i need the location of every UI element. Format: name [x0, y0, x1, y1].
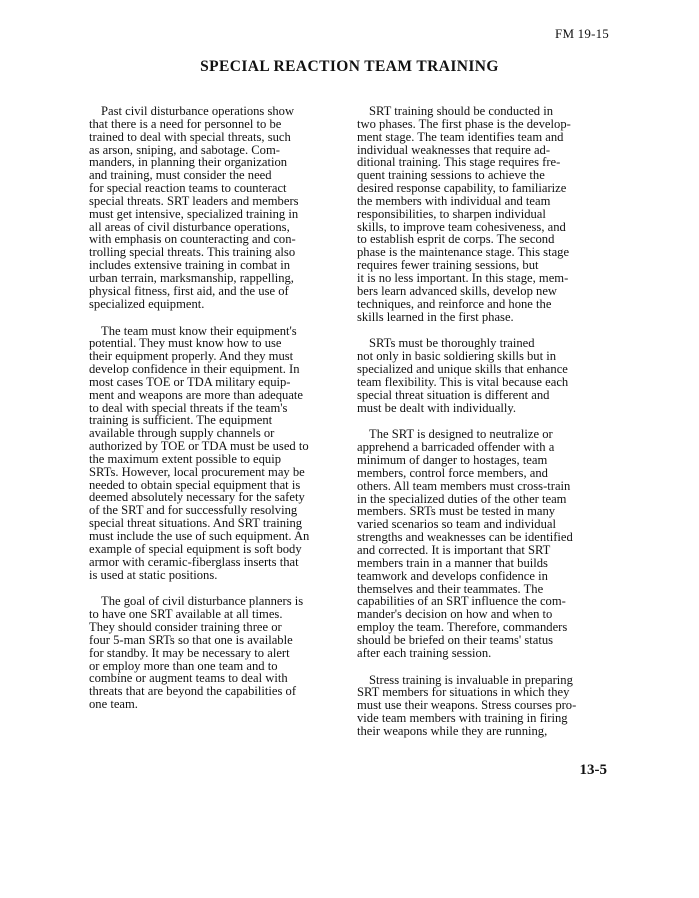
right-column: [357, 105, 607, 752]
paragraph-training-phases: SRT training should be conducted in two phases. The first phase is the develop- ment stage. The team identifies team and individual weaknesses that require ad- ditional training. This stage requires fre- quent training sessions to achieve the desired response capability, to familiarize the members with individual and team responsibilities, to sharpen individual skills, to improve team cohesiveness, and to establish esprit de corps. The second phase is the maintenance stage. This stage requires fewer training sessions, but it is no less important. In this stage, mem- bers learn advanced skills, develop new techniques, and reinforce and hone the skills learned in the first phase.: [357, 104, 571, 324]
paragraph-civil-disturbance-needs: Past civil disturbance operations show that there is a need for personnel to be trained to deal with special threats, such as arson, sniping, and sabotage. Com- manders, in planning their organization and training, must consider the need for special reaction teams to counteract special threats. SRT leaders and members must get intensive, specialized training in all areas of civil disturbance operations, with emphasis on counteracting and con- trolling special threats. This training also includes extensive training in combat in urban terrain, marksmanship, rappelling, physical fitness, first aid, and the use of specialized equipment.: [89, 104, 299, 311]
paragraph-stress-training: Stress training is invaluable in preparing SRT members for situations in which they must use their weapons. Stress courses pro- vide team members with training in firing their weapons while they are running,: [357, 672, 577, 738]
paragraph-basic-skills: SRTs must be thoroughly trained not only in basic soldiering skills but in specialized and unique skills that enhance team flexibility. This is vital because each special threat situation is different and must be dealt with individually.: [357, 336, 569, 415]
paragraph-srt-availability: The goal of civil disturbance planners is to have one SRT available at all times. They should consider training three or four 5-man SRTs so that one is available for standby. It may be necessary to alert or employ more than one team and to combine or augment teams to deal with threats that are beyond the capabilities of one team.: [89, 594, 304, 712]
page-number: 13-5: [579, 762, 607, 778]
left-column: [89, 105, 337, 725]
page-title: SPECIAL REACTION TEAM TRAINING: [200, 58, 499, 75]
running-head: FM 19-15: [555, 26, 609, 41]
paragraph-equipment: The team must know their equipment's potential. They must know how to use their equipment properly. And they must develop confidence in their equipment. In most cases TOE or TDA military equip- ment and weapons are more than adequate to deal with special threats if the team's training is sufficient. The equipment available through supply channels or authorized by TOE or TDA must be used to the maximum extent possible to equip SRTs. However, local procurement may be needed to obtain special equipment that is deemed absolutely necessary for the safety of the SRT and for successfully resolving special threat situations. And SRT training must include the use of such equipment. An example of special equipment is soft body armor with ceramic-fiberglass inserts that is used at static positions.: [89, 323, 310, 582]
paragraph-srt-design: The SRT is designed to neutralize or apprehend a barricaded offender with a minimum of danger to hostages, team members, control force members, and others. All team members must cross-train in the specialized duties of the other team members. SRTs must be tested in many varied scenarios so team and individual strengths and weaknesses can be identified and corrected. It is important that SRT members train in a manner that builds teamwork and develops confidence in themselves and their teammates. The capabilities of an SRT influence the com- mander's decision on how and when to employ the team. Therefore, commanders should be briefed on their teams' status after each training session.: [357, 427, 573, 660]
